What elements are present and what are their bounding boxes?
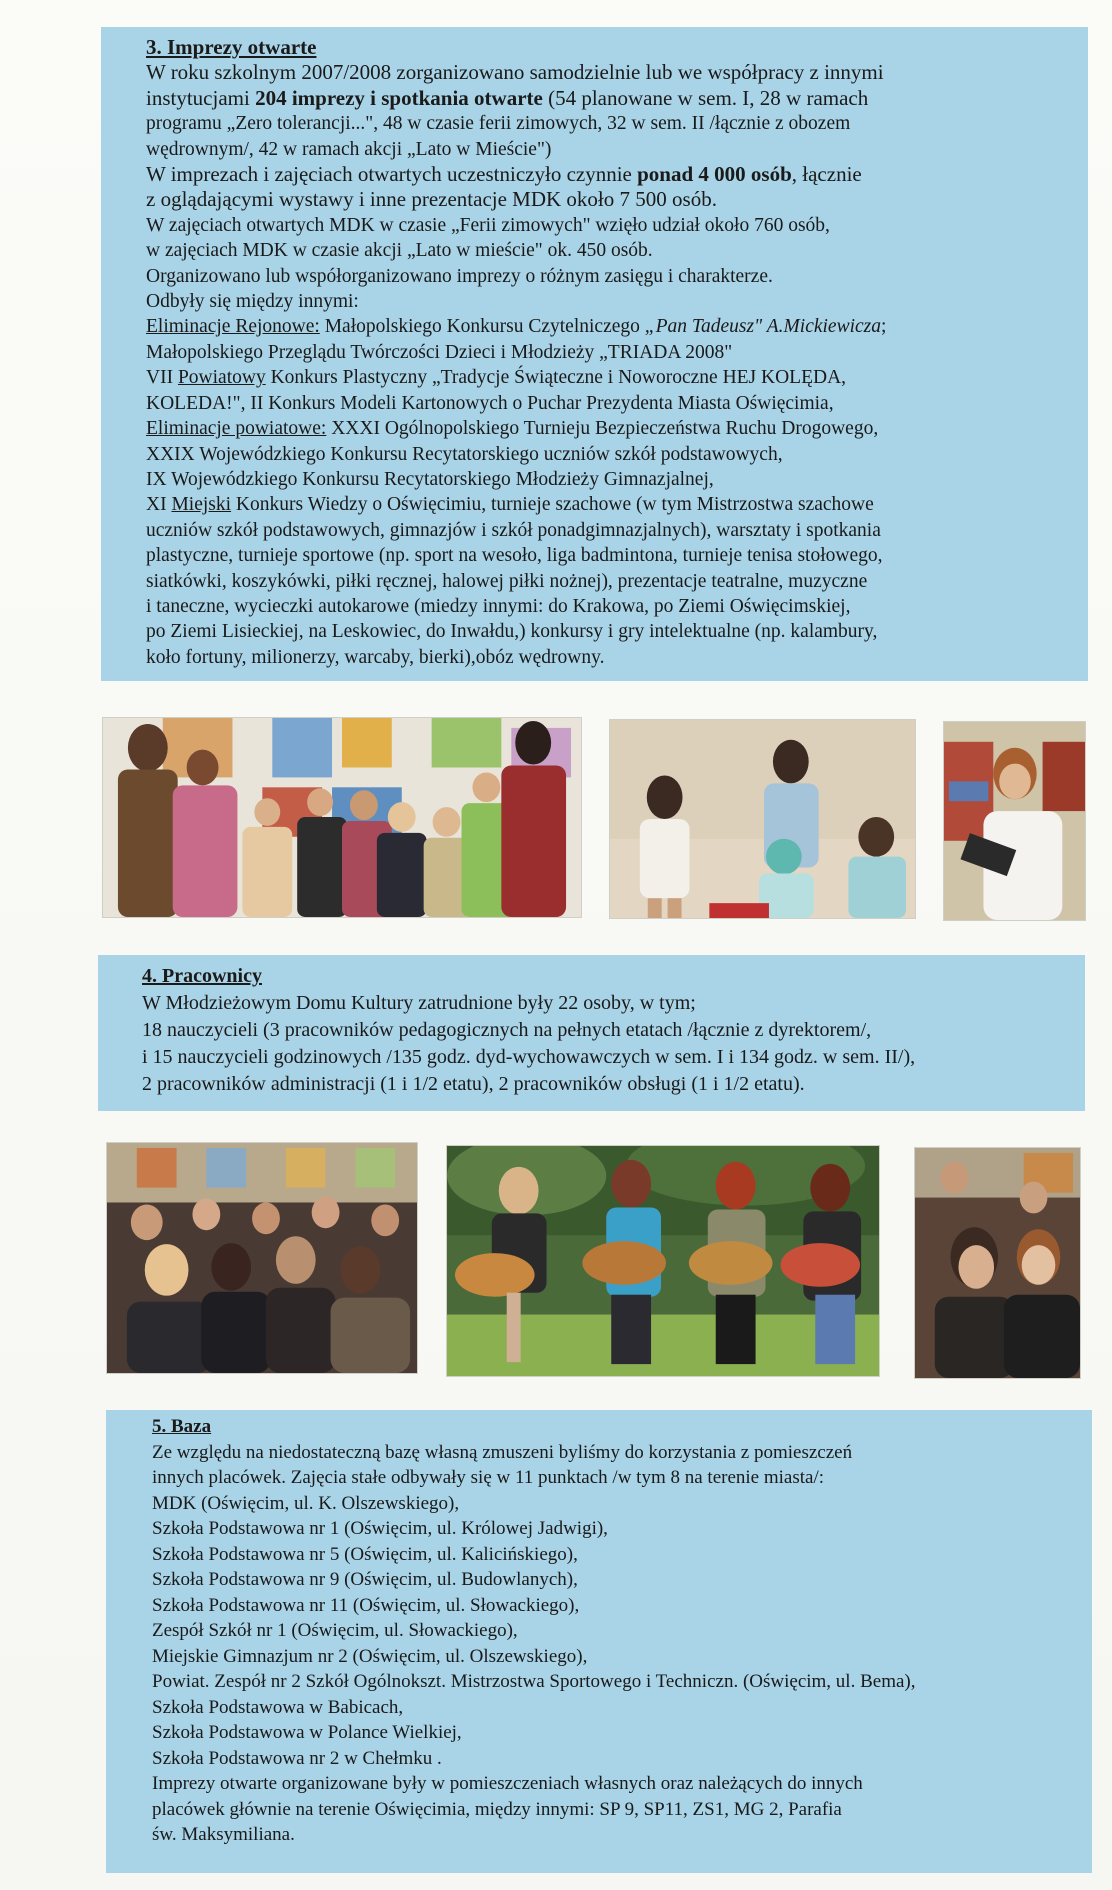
text-line: programu „Zero tolerancji...", 48 w czasie ferii zimowych, 32 w sem. II /łącznie z obozem (146, 113, 851, 135)
text-line: W zajęciach otwartych MDK w czasie „Ferii zimowych" wzięło udział około 760 osób, (146, 214, 830, 236)
section-staff-text (142, 963, 915, 1098)
underlined-phrase: Eliminacje powiatowe: (146, 418, 327, 440)
bold-phrase: ponad 4 000 osób (637, 162, 792, 187)
text-line: Szkoła Podstawowa nr 2 w Chełmku . (152, 1747, 442, 1769)
text-segment: ; (881, 316, 887, 338)
section-staff-box (98, 955, 1085, 1111)
text-line: placówek głównie na terenie Oświęcimia, między innymi: SP 9, SP11, ZS1, MG 2, Parafia (152, 1798, 842, 1820)
text-line: Szkoła Podstawowa nr 11 (Oświęcim, ul. Słowackiego), (152, 1594, 580, 1616)
text-line: W Młodzieżowym Domu Kultury zatrudnione były 22 osoby, w tym; (142, 992, 696, 1014)
section-events-box (101, 27, 1088, 681)
text-line: wędrownym/, 42 w ramach akcji „Lato w Mieście") (146, 138, 552, 160)
italic-phrase: „Pan Tadeusz" A.Mickiewicza (644, 316, 882, 338)
photo-two-women (914, 1147, 1081, 1379)
text-line: plastyczne, turnieje sportowe (np. sport na wesoło, liga badmintona, turnieje tenisa stołowego, (146, 545, 883, 567)
photo-exhibition-group (102, 717, 582, 918)
section-facilities-body (152, 1440, 915, 1848)
text-segment: (54 planowane w sem. I, 28 w ramach (542, 85, 869, 110)
text-line: siatkówki, koszykówki, piłki ręcznej, halowej piłki nożnej), prezentacje teatralne, muzyczne (146, 570, 868, 592)
text-line: Szkoła Podstawowa nr 5 (Oświęcim, ul. Kalicińskiego), (152, 1543, 578, 1565)
text-line: IX Wojewódzkiego Konkursu Recytatorskiego Młodzieży Gimnazjalnej, (146, 468, 714, 490)
text-segment: W imprezach i zajęciach otwartych uczestniczyło czynnie (146, 162, 638, 187)
underlined-phrase: Powiatowy (177, 367, 266, 389)
text-line: Szkoła Podstawowa nr 1 (Oświęcim, ul. Królowej Jadwigi), (152, 1518, 608, 1539)
text-line: 18 nauczycieli (3 pracowników pedagogicznych na pełnych etatach /łącznie z dyrektorem/, (142, 1019, 872, 1041)
section-events-body (146, 60, 886, 670)
text-line: św. Maksymiliana. (152, 1824, 295, 1845)
text-line (146, 86, 886, 111)
text-line: Ze względu na niedostateczną bazę własną zmuszeni byliśmy do korzystania z pomieszczeń (152, 1441, 853, 1463)
photo-woman-reading (943, 721, 1086, 921)
photo-girls-sitting (609, 719, 916, 919)
text-segment: , łącznie (791, 162, 862, 187)
text-segment: Małopolskiego Konkursu Czytelniczego (319, 316, 645, 338)
text-segment: XI (146, 494, 172, 516)
text-segment: VII (146, 367, 178, 389)
text-segment: Konkurs Plastyczny „Tradycje Świąteczne i Noworoczne HEJ KOLĘDA, (265, 367, 847, 389)
section-events-text (146, 35, 886, 670)
text-line (146, 314, 886, 339)
text-line: Małopolskiego Przeglądu Twórczości Dzieci i Młodzieży „TRIADA 2008" (146, 341, 733, 363)
text-line: Odbyły się między innymi: (146, 291, 359, 313)
section-events-title: 3. Imprezy otwarte (146, 35, 317, 59)
text-line: KOLEDA!", II Konkurs Modeli Kartonowych o Puchar Prezydenta Miasta Oświęcimia, (146, 392, 834, 414)
text-line: z oglądającymi wystawy i inne prezentacje MDK około 7 500 osób. (146, 187, 717, 212)
photo-audience (106, 1142, 418, 1374)
text-line: 2 pracowników administracji (1 i 1/2 etatu), 2 pracowników obsługi (1 i 1/2 etatu). (142, 1073, 805, 1095)
section-facilities-box (106, 1410, 1092, 1873)
text-line: Powiat. Zespół nr 2 Szkół Ogólnokszt. Mistrzostwa Sportowego i Techniczn. (Oświęcim, ul. Bema), (152, 1671, 916, 1692)
text-line (146, 365, 886, 390)
text-line: i 15 nauczycieli godzinowych /135 godz. dyd-wychowawczych w sem. I i 134 godz. w sem. II/), (142, 1046, 916, 1068)
text-line: Szkoła Podstawowa w Babicach, (152, 1696, 404, 1718)
section-facilities-title: 5. Baza (152, 1416, 212, 1437)
text-line: Szkoła Podstawowa w Polance Wielkiej, (152, 1722, 462, 1743)
underlined-phrase: Eliminacje Rejonowe: (146, 316, 320, 338)
text-line (146, 416, 886, 441)
photo-guitar-concert (446, 1145, 880, 1377)
text-line: Organizowano lub współorganizowano imprezy o różnym zasięgu i charakterze. (146, 265, 773, 287)
text-line (146, 162, 886, 187)
underlined-phrase: Miejski (171, 494, 232, 516)
text-line: Imprezy otwarte organizowane były w pomieszczeniach własnych oraz należących do innych (152, 1773, 863, 1794)
text-segment: Konkurs Wiedzy o Oświęcimiu, turnieje szachowe (w tym Mistrzostwa szachowe (231, 494, 874, 516)
text-line: i taneczne, wycieczki autokarowe (miedzy innymi: do Krakowa, po Ziemi Oświęcimskiej, (146, 595, 851, 617)
text-line: W roku szkolnym 2007/2008 zorganizowano samodzielnie lub we współpracy z innymi (146, 60, 884, 85)
section-staff-title: 4. Pracownicy (142, 965, 262, 987)
section-staff-body (142, 990, 915, 1098)
text-segment: instytucjami (146, 85, 256, 110)
text-segment: XXXI Ogólnopolskiego Turnieju Bezpieczeństwa Ruchu Drogowego, (326, 418, 879, 440)
text-line: po Ziemi Lisieckiej, na Leskowiec, do Inwałdu,) konkursy i gry intelektualne (np. kalambury, (146, 621, 878, 643)
text-line: w zajęciach MDK w czasie akcji „Lato w mieście" ok. 450 osób. (146, 240, 653, 262)
text-line: Zespół Szkół nr 1 (Oświęcim, ul. Słowackiego), (152, 1620, 518, 1641)
text-line (146, 492, 886, 517)
text-line: koło fortuny, milionerzy, warcaby, bierki),obóz wędrowny. (146, 646, 605, 668)
section-facilities-text (152, 1414, 915, 1848)
text-line: Miejskie Gimnazjum nr 2 (Oświęcim, ul. Olszewskiego), (152, 1645, 588, 1667)
text-line: uczniów szkół podstawowych, gimnazjów i szkół ponadgimnazjalnych), warsztaty i spotkania (146, 519, 881, 541)
text-line: Szkoła Podstawowa nr 9 (Oświęcim, ul. Budowlanych), (152, 1569, 578, 1590)
text-line: MDK (Oświęcim, ul. K. Olszewskiego), (152, 1492, 460, 1514)
text-line: XXIX Wojewódzkiego Konkursu Recytatorskiego uczniów szkół podstawowych, (146, 443, 783, 465)
bold-phrase: 204 imprezy i spotkania otwarte (255, 85, 543, 110)
text-line: innych placówek. Zajęcia stałe odbywały się w 11 punktach /w tym 8 na terenie miasta/: (152, 1467, 825, 1488)
